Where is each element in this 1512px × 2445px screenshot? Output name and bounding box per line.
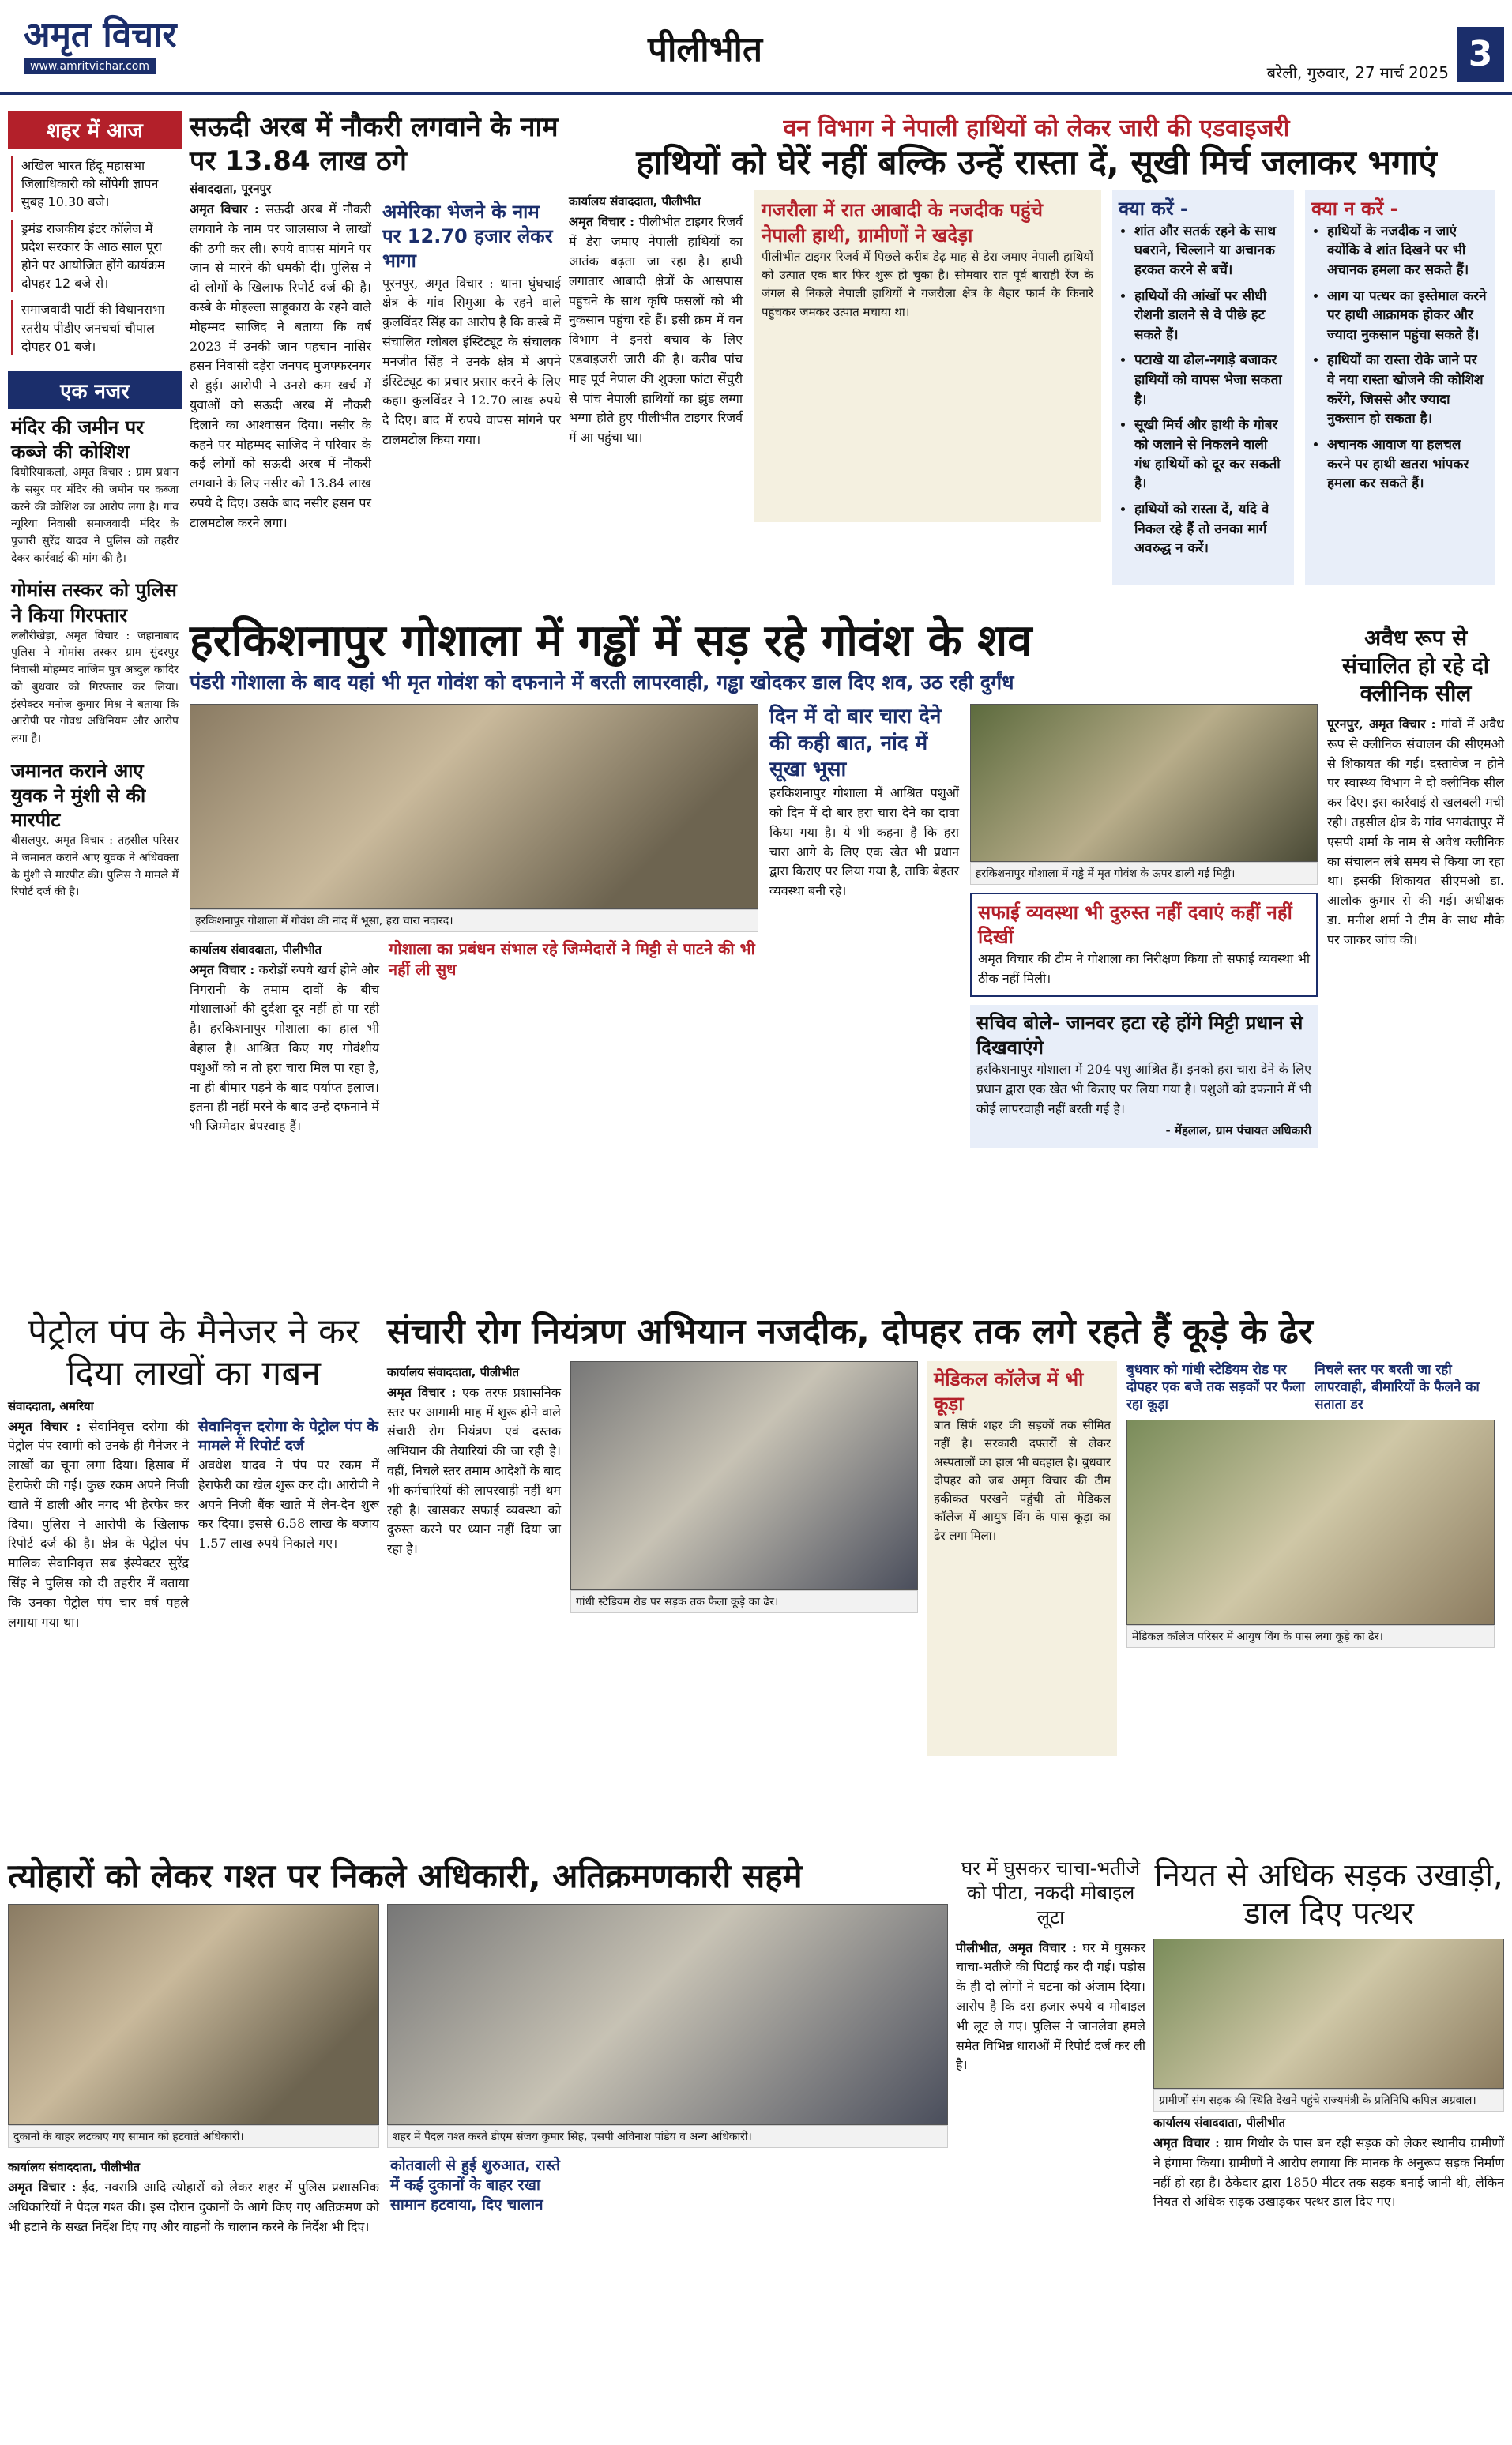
medical-box [927,1361,1117,1756]
story-headline: हरकिशनापुर गोशाला में गड्ढों में सड़ रहे गोवंश के शव [190,615,1032,667]
story-lead: अमृत विचार : [190,201,259,216]
story-text: गांवों में अवैध रूप से क्लीनिक संचालन की सीएमओ से शिकायत की गई। दस्तावेज न होने पर स्वास्थ्य विभाग ने दो क्लीनिक सील कर दिए। इस कार्रवाई से खलबली मची रही। तहसील क्षेत्र के गांव भगवंतापुर में एसपी शर्मा के नाम से अवैध क्लीनिक का संचालन लंबे समय से किया जा रहा था। इसकी शिकायत सीएमओ डा. आलोक कुमार से की गई। अधीक्षक डा. मनीश शर्मा ने टीम के साथ मौके पर जाकर जांच की। [1327,717,1504,947]
story-text: एक तरफ प्रशासनिक स्तर पर आगामी माह में शुरू होने वाले संचारी रोग नियंत्रण एवं दस्तक अभियान की तैयारियां की जा रही है। वहीं, निचले स्तर तमाम आदेशों के बाद भी कर्मचारियों की लापरवाही नहीं थम रही है। खासकर सफाई व्यवस्था को दुरुस्त करने पर ध्यान नहीं दिया जा रहा है। [387,1384,561,1557]
sidebar-item: अखिल भारत हिंदू महासभा जिलाधिकारी को सौंपेगी ज्ञापन सुबह 10.30 बजे। [11,156,179,212]
story-theft [956,1856,1145,2437]
do-item: • पटाखे या ढोल-नगाड़े बजाकर हाथियों को वापस भेजा सकता है। [1134,351,1288,409]
quote-box [970,1005,1318,1148]
goshala-photo-2 [970,704,1318,862]
page-number: 3 [1457,27,1504,82]
story-saudi [190,111,561,577]
brief-title: मंदिर की जमीन पर कब्जे की कोशिश [11,416,144,464]
cleanliness-box [970,893,1318,997]
story-lead: अमृत विचार : [190,961,255,977]
left-sidebar [8,111,182,1296]
story-headline: हाथियों को घेरें नहीं बल्कि उन्हें रास्ता दें, सूखी मिर्च जलाकर भगाएं [636,143,1437,182]
photo-caption: गांधी स्टेडियम रोड पर सड़क तक फैला कूड़े का ढेर। [570,1590,918,1613]
photo-caption: ग्रामीणों संग सड़क की स्थिति देखने पहुंचे राज्यमंत्री के प्रतिनिधि कपिल अग्रवाल। [1153,2089,1504,2112]
do-box [1112,190,1294,585]
dont-box [1305,190,1495,585]
story-headline: त्योहारों को लेकर गश्त पर निकले अधिकारी, अतिक्रमणकारी सहमे [8,1856,803,1895]
inset-box [754,190,1101,522]
story-kicker: वन विभाग ने नेपाली हाथियों को लेकर जारी की एडवाइजरी [783,115,1290,142]
patrol-photo-1 [8,1904,379,2125]
inset-title: गजरौला में रात आबादी के नजदीक पहुंचे नेपाली हाथी, ग्रामीणों ने खदेड़ा [762,199,1044,246]
story-text: सेवानिवृत्त दरोगा की पेट्रोल पंप स्वामी को उनके ही मैनेजर ने लाखों का चूना लगा दिया। हिसाब में हेराफेरी की गई। कुछ रकम अपने निजी खाते में डाली और नगद भी हेरफेर कर दिया। पुलिस ने आरोपी के खिलाफ रिपोर्ट दर्ज की है। क्षेत्र के पेट्रोल पंप मालिक सेवानिवृत्त सब इंस्पेक्टर सुरेंद्र सिंह ने पुलिस को दी तहरीर में बताया कि उनका पेट्रोल पंप चार वर्ष पहले लगाया गया था। [8,1418,189,1630]
box-title: सफाई व्यवस्था भी दुरुस्त नहीं दवाएं कहीं नहीं दिखीं [978,901,1292,949]
story-text: घर में घुसकर चाचा-भतीजे की पिटाई कर दी गई। पड़ोस के ही दो लोगों ने घटना को अंजाम दिया। आरोप है कि दस हजार रुपये व मोबाइल भी लूट ले गए। पुलिस ने जानलेवा हमले समेत विभिन्न धाराओं में रिपोर्ट दर्ज कर ली है। [956,1939,1145,2073]
garbage-photo-1 [570,1361,918,1590]
do-item: • शांत और सतर्क रहने के साथ घबराने, चिल्लाने या अचानक हरकत करने से बचें। [1134,222,1288,280]
story-headline: सऊदी अरब में नौकरी लगवाने के नाम पर 13.84 लाख ठगे [190,111,559,177]
story-lead: अमृत विचार : [8,1418,81,1434]
ek-nazar-title: एक नजर [8,371,182,409]
road-photo [1153,1939,1504,2089]
do-item: • हाथियों को रास्ता दें, यदि वे निकल रहे हैं तो उनका मार्ग अवरुद्ध न करें। [1134,500,1288,559]
brief-title: गोमांस तस्कर को पुलिस ने किया गिरफ्तार [11,579,177,626]
story-byline: संवाददाता, पूरनपुर [190,182,272,196]
story-headline: अवैध रूप से संचालित हो रहे दो क्लीनिक सील [1342,625,1489,706]
dont-item: • हाथियों का रास्ता रोके जाने पर वे नया रास्ता खोजने की कोशिश करेंगे, जिससे और ज्यादा नुकसान हो सकता है। [1327,351,1488,429]
story-headline: पेट्रोल पंप के मैनेजर ने कर दिया लाखों का गबन [28,1311,359,1394]
photo-caption: मेडिकल कॉलेज परिसर में आयुष विंग के पास लगा कूड़े का ढेर। [1126,1625,1495,1648]
box-title: मेडिकल कॉलेज में भी कूड़ा [934,1367,1084,1415]
quote-author: - मेंहलाल, ग्राम पंचायत अधिकारी [1165,1123,1311,1138]
story-lead: अमृत विचार : [8,2180,77,2195]
dont-item: • आग या पत्थर का इस्तेमाल करने पर हाथी आक्रामक होकर और ज्यादा नुकसान पहुंचा सकते हैं। [1327,287,1488,345]
story-text: करोड़ों रुपये खर्च होने और निगरानी के तमाम दावों के बीच गोशालाओं की दुर्दशा दूर नहीं हो पा रही है। हरकिशनापुर गोशाला का हाल भी बेहाल है। आश्रित किए गए गोवंशीय पशुओं को न तो हरा चारा मिल पा रहा है, ना ही बीमार पड़ने के बाद पर्याप्त इलाज। इतना ही नहीं मरने के बाद उन्हें दफनाने में भी जिम्मेदार बेपरवाह हैं। [190,961,379,1134]
sidebar-item: समाजवादी पार्टी की विधानसभा स्तरीय पीडीए जनचर्चा चौपाल दोपहर 01 बजे। [11,300,179,355]
masthead-name: अमृत विचार [24,15,177,55]
brief-text: दियोरियाकलां, अमृत विचार : ग्राम प्रधान के ससुर पर मंदिर की जमीन पर कब्जा करने की कोशिश का आरोप लगा है। गांव न्यूरिया निवासी समाजवादी मंदिर के पुजारी सुरेंद्र यादव ने पुलिस को तहरीर देकर कार्रवाई की मांग की है। [11,466,179,565]
photo-caption: दुकानों के बाहर लटकाए गए सामान को हटवाते अधिकारी। [8,2125,379,2148]
story-text: पीलीभीत टाइगर रिजर्व में डेरा जमाए नेपाली हाथियों का आतंक बढ़ता जा रहा है। हाथी लगातार आबादी क्षेत्रों के आसपास पहुंचने के साथ कृषि फसलों को भी नुकसान पहुंचा रहे हैं। इसी क्रम में वन विभाग ने इनसे बचाव के लिए एडवाइजरी जारी की है। करीब पांच माह पूर्व नेपाल की शुक्ला फांटा सेंचुरी से पांच नेपाली हाथियों का झुंड लग्गा भग्गा होते हुए पीलीभीत टाइगर रिजर्व में आ पहुंचा था। [569,214,743,446]
story-byline: कार्यालय संवाददाता, पीलीभीत [190,942,322,957]
dont-item: • हाथियों के नजदीक न जाएं क्योंकि वे शांत दिखने पर भी अचानक हमला कर सकते हैं। [1327,222,1488,280]
story-garbage [387,1311,1504,1841]
photo-caption: हरकिशनापुर गोशाला में गोवंश की नांद में भूसा, हरा चारा नदारद। [190,909,758,932]
do-item: • सूखी मिर्च और हाथी के गोबर को जलाने से निकलने वाली गंध हाथियों को दूर कर सकती है। [1134,416,1288,494]
dont-item: • अचानक आवाज या हलचल करने पर हाथी खतरा भांपकर हमला कर सकते हैं। [1327,435,1488,494]
brief-title: जमानत कराने आए युवक ने मुंशी से की मारपीट [11,759,146,831]
story-subtext: पूरनपुर, अमृत विचार : थाना घुंघचाई क्षेत्र के गांव सिमुआ के रहने वाले कुलविंदर सिंह का आरोप है कि कस्बे में संचालित ग्लोबल इंस्टिट्यूट के संचालक मनजीत सिंह ने उनके क्षेत्र में अपने इंस्टिट्यूट का प्रचार प्रसार करने के लिए कहा। कुलविंदर ने 12.70 लाख रुपये दे दिए। बाद में रुपये वापस मांगने पर टालमटोल किया गया। [382,275,561,447]
story-headline: नियत से अधिक सड़क उखाड़ी, डाल दिए पत्थर [1154,1857,1503,1932]
story-headline: संचारी रोग नियंत्रण अभियान नजदीक, दोपहर तक लगे रहते हैं कूड़े के ढेर [387,1311,1313,1352]
story-headline: घर में घुसकर चाचा-भतीजे को पीटा, नकदी मोबाइल लूटा [961,1857,1141,1929]
garbage-photo-2 [1126,1420,1495,1625]
sidebar-title: शहर में आज [8,111,182,149]
story-lead: अमृत विचार : [569,214,635,230]
quote-title: सचिव बोले- जानवर हटा रहे होंगे मिट्टी प्रधान से दिखवाएंगे [976,1011,1303,1059]
story-text: सऊदी अरब में नौकरी लगवाने के नाम पर जालसाज ने लाखों की ठगी कर ली। रुपये वापस मांगने पर जान से मारने की धमकी दी। पुलिस ने दो लोगों के खिलाफ रिपोर्ट दर्ज की है। कस्बे के मोहल्ला साहूकारा के रहने वाले मोहम्मद साजिद ने बताया कि वर्ष 2023 में उनकी जान पहचान नासिर हसन निवासी दड़ेरा जनपद मुजफ्फरनगर से हुई। आरोपी ने उनसे कम खर्च में युवाओं को सऊदी अरब में नौकरी दिलाने का आश्वासन दिया। नसीर के कहने पर मोहम्मद साजिद ने परिवार के कई लोगों को सऊदी अरब में नौकरी लगवाने के लिए नसीर को 13.84 लाख रुपये दे दिए। उसके बाद नसीर हसन पर टालमटोल करने लगा। [190,201,371,530]
brief-text: ललौरीखेड़ा, अमृत विचार : जहानाबाद पुलिस ने गोमांस तस्कर ग्राम सुंदरपुर निवासी मोहम्मद नाजिम पुत्र अब्दुल कादिर को बुधवार को गिरफ्तार कर लिया। इंस्पेक्टर मनोज कुमार मिश्र ने बताया कि आरोपी पर गोवध अधिनियम और आरोप लगा है। [11,629,179,745]
box-text: हरकिशनापुर गोशाला में आश्रित पशुओं को दिन में दो बार हरा चारा देने का दावा किया गया है। ये भी कहना है कि हरा चारा आगे के लिए एक खेत भी प्रधान द्वारा किराए पर लिया गया है, ताकि बेहतर व्यवस्था बनी रहे। [769,785,959,899]
story-byline: कार्यालय संवाददाता, पीलीभीत [569,194,701,209]
dont-title: क्या न करें - [1311,197,1398,220]
box-text: अमृत विचार की टीम ने गोशाला का निरीक्षण किया तो सफाई व्यवस्था भी ठीक नहीं मिली। [978,951,1310,987]
story-byline: कार्यालय संवाददाता, पीलीभीत [387,1364,520,1379]
story-byline: कार्यालय संवाददाता, पीलीभीत [1153,2116,1286,2130]
masthead [24,9,205,88]
page-header [0,0,1512,95]
story-subheadline: कोतवाली से हुई शुरुआत, रास्ते में कई दुकानों के बाहर रखा सामान हटवाया, दिए चालान [390,2157,561,2214]
story-road [1153,1856,1504,2437]
story-text: ईद, नवरात्रि आदि त्योहारों को लेकर शहर में पुलिस प्रशासनिक अधिकारियों ने पैदल गश्त की। इस दौरान दुकानों के आगे किए गए अतिक्रमण को भी हटाने के सख्त निर्देश दिए गए और वाहनों के चालान करने के निर्देश भी दिए। [8,2180,379,2234]
masthead-url[interactable]: www.amritvichar.com [24,58,156,74]
box-title: निचले स्तर पर बरती जा रही लापरवाही, बीमारियों के फैलने का सताता डर [1315,1361,1480,1412]
patrol-photo-2 [387,1904,948,2125]
story-patrol [8,1856,948,2437]
story-subheadline: अमेरिका भेजने के नाम पर 12.70 हजार लेकर भागा [382,201,553,273]
story-subtext: अवधेश यादव ने पंप पर रकम में हेराफेरी का खेल शुरू कर दी। आरोपी ने अपने निजी बैंक खाते में लेन-देन शुरू कर दिया। इससे 6.58 लाख के बजाय 1.57 लाख रुपये निकाले गए। [198,1457,379,1552]
story-lead: अमृत विचार : [387,1384,457,1400]
quote-text: हरकिशनापुर गोशाला में 204 पशु आश्रित हैं। इनको हरा चारा देने के लिए प्रधान द्वारा एक खेत भी किराए पर लिया गया है। पशुओं को दफनाने में भी कोई लापरवाही नहीं बरती गई है। [976,1062,1311,1116]
dateline: बरेली, गुरुवार, 27 मार्च 2025 [1266,63,1449,82]
page-city: पीलीभीत [648,29,763,70]
box-title: बुधवार को गांधी स्टेडियम रोड पर दोपहर एक बजे तक सड़कों पर फैला रहा कूड़ा [1126,1361,1305,1412]
story-byline: संवाददाता, अमरिया [8,1398,94,1413]
box-title: दिन में दो बार चारा देने की कही बात, नांद में सूखा भूसा [769,704,942,782]
photo-caption: शहर में पैदल गश्त करते डीएम संजय कुमार सिंह, एसपी अविनाश पांडेय व अन्य अधिकारी। [387,2125,948,2148]
story-petrol [8,1311,379,1841]
story-lead: अमृत विचार : [1153,2135,1220,2150]
story-subheadline: सेवानिवृत्त दरोगा के पेट्रोल पंप के मामले में रिपोर्ट दर्ज [198,1417,378,1455]
story-byline: कार्यालय संवाददाता, पीलीभीत [8,2160,141,2175]
sidebar-item: ड्रमंड राजकीय इंटर कॉलेज में प्रदेश सरकार के आठ साल पूरा होने पर आयोजित होंगे कार्यक्रम दोपहर 12 बजे से। [11,220,179,293]
story-subhead: पंडरी गोशाला के बाद यहां भी मृत गोवंश को दफनाने में बरती लापरवाही, गड्ढा खोदकर डाल दिए शव, उठ रही दुर्गंध [190,671,1014,694]
story-elephants [569,111,1504,608]
story-lead: पीलीभीत, अमृत विचार : [956,1939,1077,1955]
do-title: क्या करें - [1119,197,1188,220]
photo-caption: हरकिशनापुर गोशाला में गड्ढे में मृत गोवंश के ऊपर डाली गई मिट्टी। [970,862,1318,885]
inset-text: पीलीभीत टाइगर रिजर्व में पिछले करीब डेढ़ माह से डेरा जमाए नेपाली हाथियों को उत्पात एक बार फिर शुरू हो चुका है। सोमवार रात पूर्व बाराही रेंज के जंगल से निकले नेपाली हाथियों ने गजरौला क्षेत्र के बैहार फार्म के किनारे पहुंचकर जमकर उत्पात मचाया था। [762,249,1093,319]
story-clinic [1327,624,1504,1288]
box-text: बात सिर्फ शहर की सड़कों तक सीमित नहीं है। सरकारी दफ्तरों से लेकर अस्पतालों का हाल भी बदहाल है। बुधवार दोपहर को जब अमृत विचार की टीम हकीकत परखने पहुंची तो मेडिकल कॉलेज में आयुष विंग के पास कूड़ा का ढेर लगा मिला। [934,1418,1111,1543]
goshala-photo-1 [190,704,758,909]
story-text: ग्राम गिधौर के पास बन रही सड़क को लेकर स्थानीय ग्रामीणों ने हंगामा किया। ग्रामीणों ने आरोप लगाया कि मानक के अनुरूप सड़क निर्माण नहीं हो रहा है। ठेकेदार द्वारा 1850 मीटर तक सड़क बनाई जानी थी, लेकिन नियत से अधिक सड़क उखाड़कर पत्थर डाल दिए गए। [1153,2135,1504,2210]
story-goshala [190,616,1319,1288]
story-lead: पूरनपुर, अमृत विचार : [1327,717,1436,732]
box-title: गोशाला का प्रबंधन संभाल रहे जिम्मेदारों ने मिट्टी से पाटने की भी नहीं ली सुध [389,939,755,979]
do-item: • हाथियों की आंखों पर सीधी रोशनी डालने से वे पीछे हट सकते हैं। [1134,287,1288,345]
brief-text: बीसलपुर, अमृत विचार : तहसील परिसर में जमानत कराने आए युवक ने अधिवक्ता के मुंशी से मारपीट की। पुलिस ने मामले में रिपोर्ट दर्ज की है। [11,834,179,899]
